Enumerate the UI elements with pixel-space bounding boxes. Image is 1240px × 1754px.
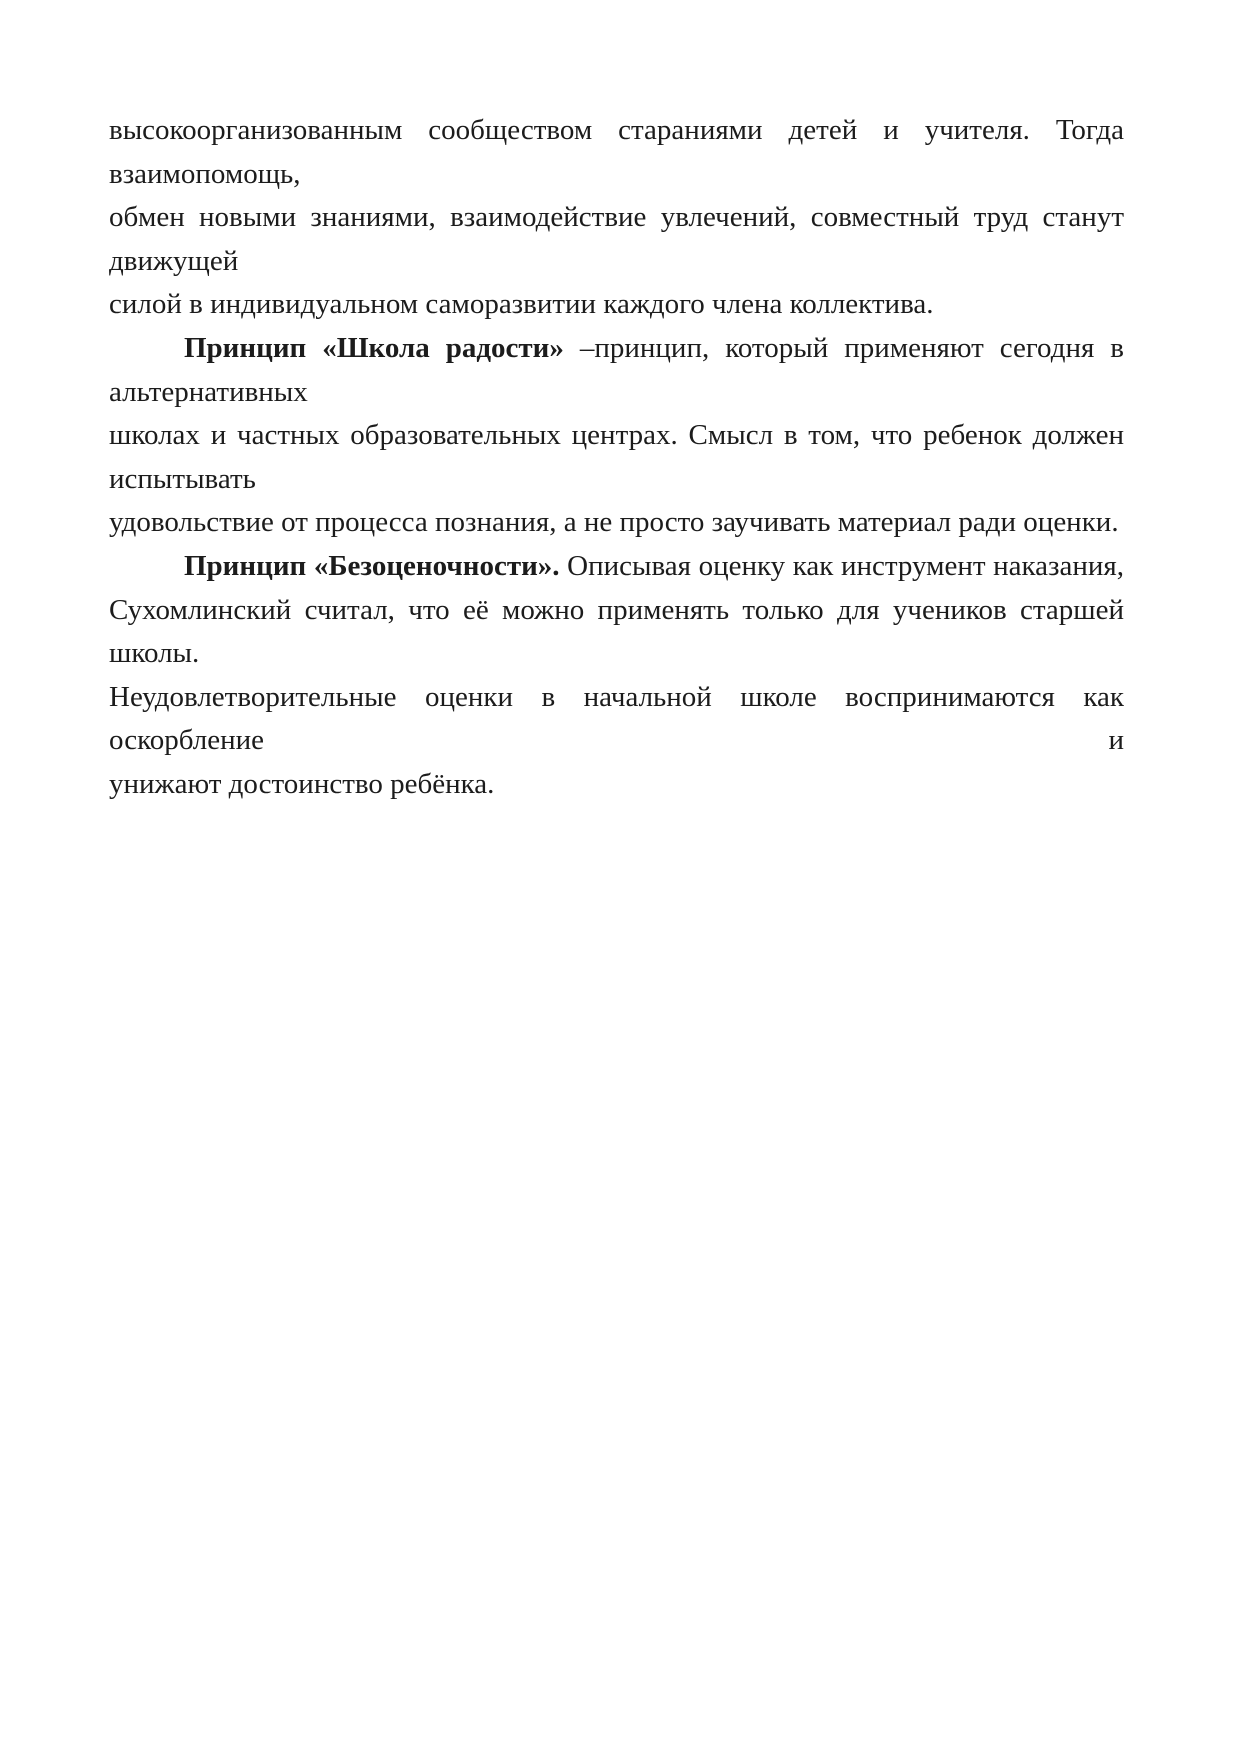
text-segment: –принцип, который применяют сегодня в альтернативных: [109, 331, 1124, 408]
paragraph-collective-self-development: [109, 109, 1124, 327]
text-segment: Неудовлетворительные оценки в начальной школе воспринимаются как оскорбление и: [109, 680, 1124, 757]
text-line: [109, 414, 1124, 501]
text-segment: высокоорганизованным сообществом стараниями детей и учителя. Тогда взаимопомощь,: [109, 114, 1124, 190]
text-line: [109, 589, 1124, 676]
text-line: [109, 109, 1124, 196]
text-line: [109, 283, 1124, 327]
text-line: [109, 196, 1124, 283]
paragraph-principle-no-grading: [109, 545, 1124, 807]
text-segment-bold: Принцип «Безоценочности».: [184, 549, 560, 582]
text-line: [109, 763, 1124, 807]
document-body: [109, 109, 1124, 807]
text-segment: силой в индивидуальном саморазвитии каждого члена коллектива.: [109, 288, 934, 321]
text-segment: удовольствие от процесса познания, а не просто заучивать материал ради оценки.: [109, 506, 1119, 539]
paragraph-principle-school-of-joy: [109, 327, 1124, 545]
text-segment: Описывая оценку как инструмент наказания,: [559, 549, 1124, 582]
text-line: [109, 327, 1124, 414]
text-segment: унижают достоинство ребёнка.: [109, 767, 495, 800]
text-segment-bold: Принцип «Школа радости»: [184, 331, 564, 364]
text-segment: Сухомлинский считал, что её можно применять только для учеников старшей школы.: [109, 593, 1124, 670]
text-line: [109, 545, 1124, 589]
text-line: [109, 676, 1124, 763]
text-line: [109, 501, 1124, 545]
text-segment: школах и частных образовательных центрах. Смысл в том, что ребенок должен испытывать: [109, 419, 1124, 495]
text-segment: обмен новыми знаниями, взаимодействие увлечений, совместный труд станут движущей: [109, 201, 1124, 277]
